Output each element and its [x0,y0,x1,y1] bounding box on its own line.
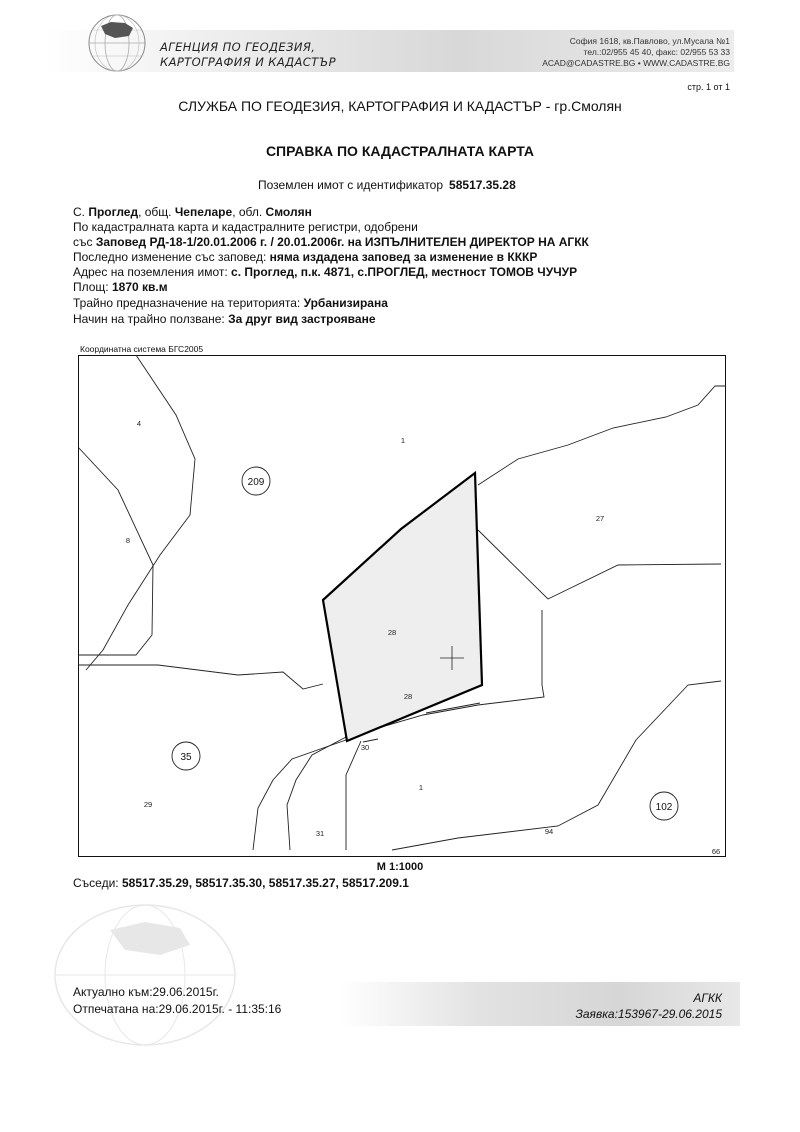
order-prefix: със [73,235,93,249]
usage-line [73,312,376,326]
agency-name-line1: АГЕНЦИЯ ПО ГЕОДЕЗИЯ, [160,40,316,54]
parcel-label-8: 8 [125,536,131,545]
agency-phones: тел.:02/955 45 40, факс: 02/955 53 33 [583,47,730,57]
parcel-label-30: 30 [360,743,370,752]
parcel-label-1-top: 1 [400,436,406,445]
neighbors-line [73,876,409,890]
approved-line: По кадастралната карта и кадастралните регистри, одобрени [73,220,418,234]
current-date: Актуално към:29.06.2015г. [73,985,219,999]
order-value: Заповед РД-18-1/20.01.2006 г. / 20.01.2006г. на ИЗПЪЛНИТЕЛЕН ДИРЕКТОР НА АГКК [95,235,589,249]
usage-value: За друг вид застрояване [228,312,376,326]
address-label: Адрес на поземления имот: [73,265,228,279]
parcel-label-27: 27 [595,514,605,523]
agency-name-line2: КАРТОГРАФИЯ И КАДАСТЪР [160,55,336,69]
parcel-label-28a: 28 [387,628,397,637]
identifier-label: Поземлен имот с идентификатор [258,178,444,192]
printed-date: Отпечатана на:29.06.2015г. - 11:35:16 [73,1002,282,1016]
region-prefix: , обл. [232,205,263,219]
purpose-line [73,296,388,310]
address-line [73,265,577,279]
area-value: 1870 кв.м [112,280,168,294]
neighbors-label: Съседи: [73,876,119,890]
block-label-102: 102 [655,802,673,813]
parcel-label-94: 94 [544,827,554,836]
parcel-label-4: 4 [136,419,142,428]
last-change-line [73,250,537,264]
order-line [73,235,589,249]
map-scale: М 1:1000 [376,861,424,873]
parcel-label-29: 29 [143,800,153,809]
parcel-label-1-bottom: 1 [418,783,424,792]
page-number: стр. 1 от 1 [687,82,730,92]
last-change-label: Последно изменение със заповед: [73,250,267,264]
block-label-209: 209 [247,477,265,488]
village: Проглед [88,205,139,219]
area-label: Площ: [73,280,109,294]
identifier-value: 58517.35.28 [449,178,516,192]
purpose-value: Урбанизирана [303,296,388,310]
municipality: Чепеларе [174,205,233,219]
municipality-prefix: , общ. [138,205,172,219]
cadastral-map [78,355,726,857]
block-label-35: 35 [180,752,192,763]
purpose-label: Трайно предназначение на територията: [73,296,301,310]
last-change-value: няма издадена заповед за изменение в КККР [269,250,538,264]
sheet-label-66: 66 [711,847,721,856]
watermark-globe-icon [50,900,240,1050]
coordinate-system: Координатна система БГС2005 [80,344,204,354]
document-title: СПРАВКА ПО КАДАСТРАЛНАТА КАРТА [265,143,535,159]
footer-org: АГКК [693,991,722,1005]
region: Смолян [265,205,312,219]
parcel-label-31: 31 [315,829,325,838]
agency-web: ACAD@CADASTRE.BG • WWW.CADASTRE.BG [542,58,730,68]
usage-label: Начин на трайно ползване: [73,312,225,326]
agency-logo-icon [85,12,150,74]
address-value: с. Проглед, п.к. 4871, с.ПРОГЛЕД, местност ТОМОВ ЧУЧУР [231,265,578,279]
service-name: СЛУЖБА ПО ГЕОДЕЗИЯ, КАРТОГРАФИЯ И КАДАСТЪР - гр.Смолян [178,98,622,114]
request-number: Заявка:153967-29.06.2015 [575,1007,722,1021]
agency-address: София 1618, кв.Павлово, ул.Мусала №1 [569,36,730,46]
location-prefix: С. [73,205,85,219]
parcel-label-28b: 28 [403,692,413,701]
neighbors-value: 58517.35.29, 58517.35.30, 58517.35.27, 58517.209.1 [121,876,409,890]
location-line [73,205,312,219]
area-line [73,280,168,294]
identifier-line [258,178,516,192]
